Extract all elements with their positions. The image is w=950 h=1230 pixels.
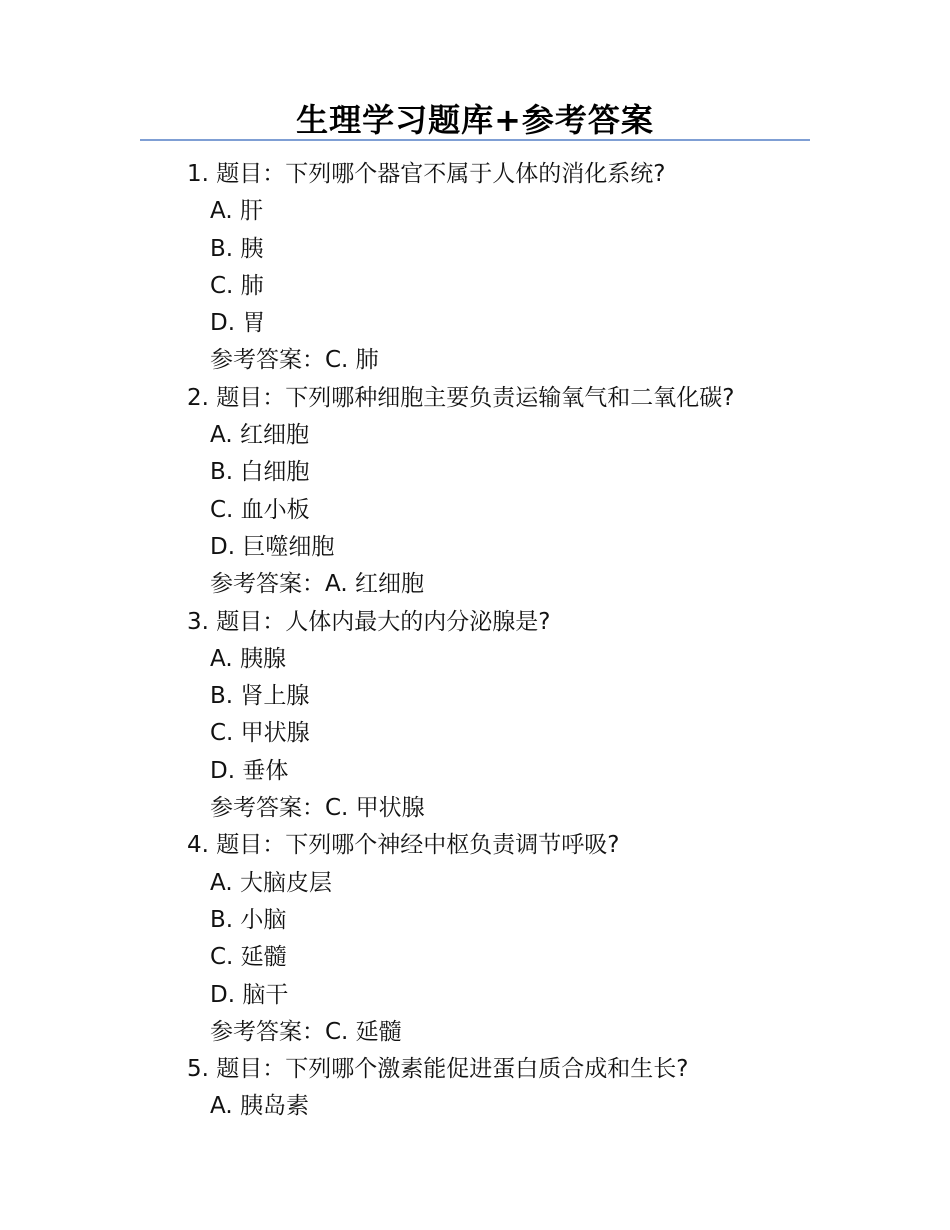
option-c: C. 血小板 <box>210 496 310 523</box>
option-b: B. 胰 <box>210 235 264 262</box>
question-stem: 4. 题目：下列哪个神经中枢负责调节呼吸? <box>187 832 620 859</box>
reference-answer: 参考答案：C. 肺 <box>210 347 379 374</box>
title-underline <box>140 139 810 141</box>
question-list <box>187 156 827 1126</box>
option-a: A. 红细胞 <box>210 422 309 449</box>
question-stem: 2. 题目：下列哪种细胞主要负责运输氧气和二氧化碳? <box>187 384 735 411</box>
option-d: D. 垂体 <box>210 757 289 784</box>
option-c: C. 甲状腺 <box>210 720 310 747</box>
option-a: A. 肝 <box>210 198 263 225</box>
question-stem: 3. 题目：人体内最大的内分泌腺是? <box>187 608 551 635</box>
option-c: C. 肺 <box>210 272 264 299</box>
reference-answer: 参考答案：C. 延髓 <box>210 1018 402 1045</box>
option-b: B. 白细胞 <box>210 459 310 486</box>
option-a: A. 胰腺 <box>210 645 286 672</box>
option-b: B. 肾上腺 <box>210 683 310 710</box>
reference-answer: 参考答案：A. 红细胞 <box>210 571 424 598</box>
option-d: D. 巨噬细胞 <box>210 533 335 560</box>
option-a: A. 胰岛素 <box>210 1093 309 1120</box>
option-d: D. 脑干 <box>210 981 289 1008</box>
option-d: D. 胃 <box>210 310 266 337</box>
document-title: 生理学习题库+参考答案 <box>296 101 654 139</box>
reference-answer: 参考答案：C. 甲状腺 <box>210 795 425 822</box>
question-stem: 1. 题目：下列哪个器官不属于人体的消化系统? <box>187 161 666 187</box>
option-c: C. 延髓 <box>210 944 287 971</box>
question-stem: 5. 题目：下列哪个激素能促进蛋白质合成和生长? <box>187 1056 689 1083</box>
option-b: B. 小脑 <box>210 906 287 933</box>
option-a: A. 大脑皮层 <box>210 869 332 896</box>
